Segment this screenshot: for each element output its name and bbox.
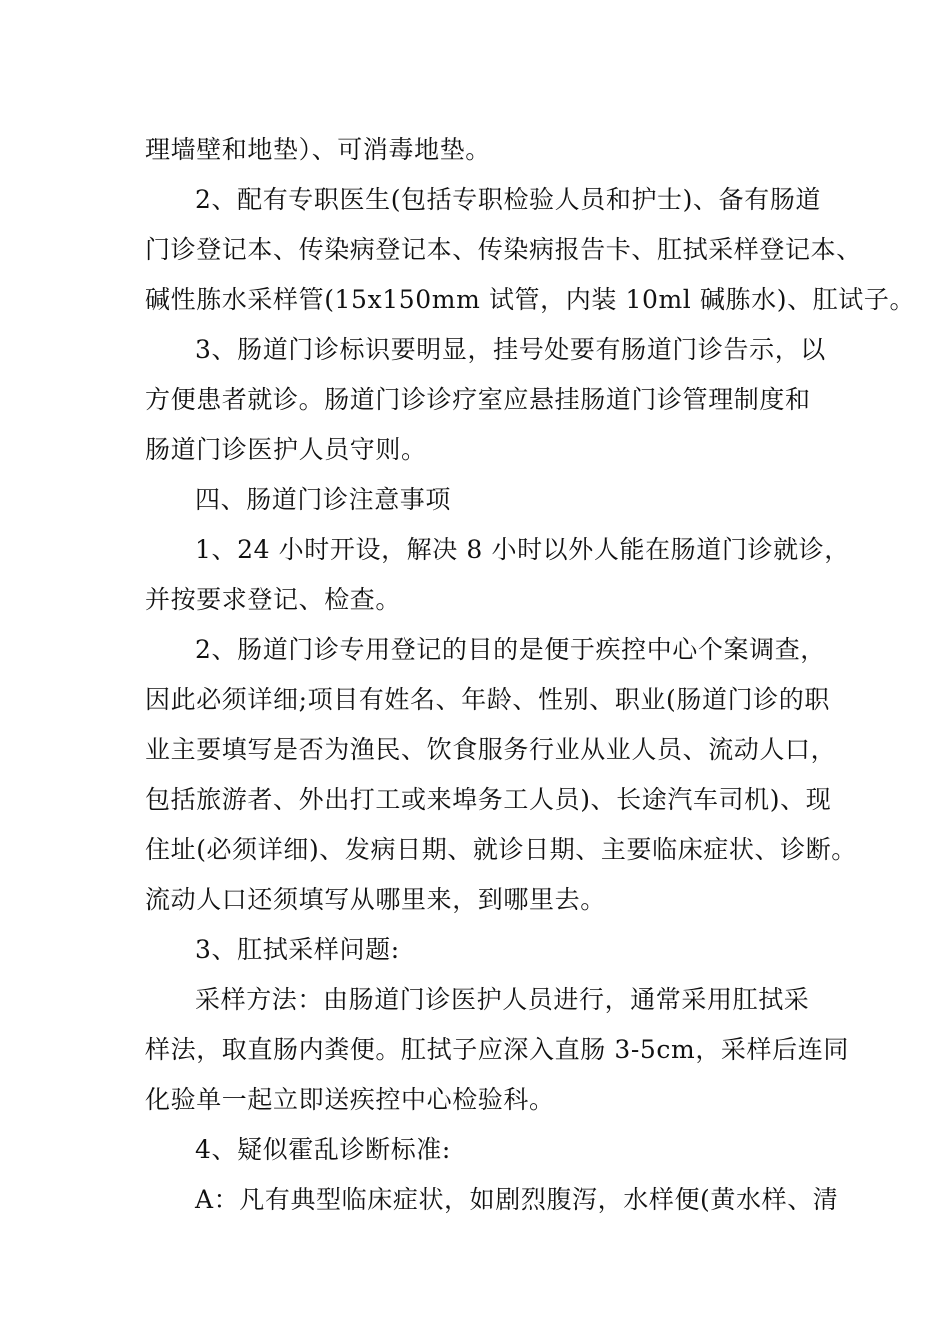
text-line: 1、24 小时开设，解决 8 小时以外人能在肠道门诊就诊， (195, 535, 850, 564)
text-line: 样法，取直肠内粪便。肛拭子应深入直肠 3-5cm，采样后连同 (145, 1035, 849, 1064)
text-line: 门诊登记本、传染病登记本、传染病报告卡、肛拭采样登记本、 (145, 235, 862, 264)
text-line: 业主要填写是否为渔民、饮食服务行业从业人员、流动人口， (145, 735, 837, 764)
text-line: 采样方法：由肠道门诊医护人员进行，通常采用肛拭采 (195, 985, 810, 1014)
text-line: 肠道门诊医护人员守则。 (145, 435, 427, 464)
text-line: 碱性胨水采样管(15x150mm 试管，内装 10ml 碱胨水)、肛试子。 (145, 285, 916, 314)
text-line: 化验单一起立即送疾控中心检验科。 (145, 1085, 555, 1114)
text-line: 因此必须详细;项目有姓名、年龄、性别、职业(肠道门诊的职 (145, 685, 830, 714)
text-line: 方便患者就诊。肠道门诊诊疗室应悬挂肠道门诊管理制度和 (145, 385, 811, 414)
text-line: 3、肠道门诊标识要明显，挂号处要有肠道门诊告示，以 (195, 335, 826, 364)
text-line: 3、肛拭采样问题: (195, 935, 400, 964)
text-line: 2、配有专职医生(包括专职检验人员和护士)、备有肠道 (195, 185, 822, 214)
text-line: 流动人口还须填写从哪里来，到哪里去。 (145, 885, 606, 914)
text-line: 并按要求登记、检查。 (145, 585, 402, 614)
text-line: 2、肠道门诊专用登记的目的是便于疾控中心个案调查， (195, 635, 826, 664)
section-heading: 四、肠道门诊注意事项 (195, 485, 452, 514)
text-line: 包括旅游者、外出打工或来埠务工人员)、长途汽车司机)、现 (145, 785, 832, 814)
text-line: A：凡有典型临床症状，如剧烈腹泻，水样便(黄水样、清 (195, 1185, 839, 1214)
text-line: 住址(必须详细)、发病日期、就诊日期、主要临床症状、诊断。 (145, 835, 857, 864)
text-line: 4、疑似霍乱诊断标准: (195, 1135, 451, 1164)
text-line: 理墙壁和地垫）、可消毒地垫。 (145, 135, 491, 164)
